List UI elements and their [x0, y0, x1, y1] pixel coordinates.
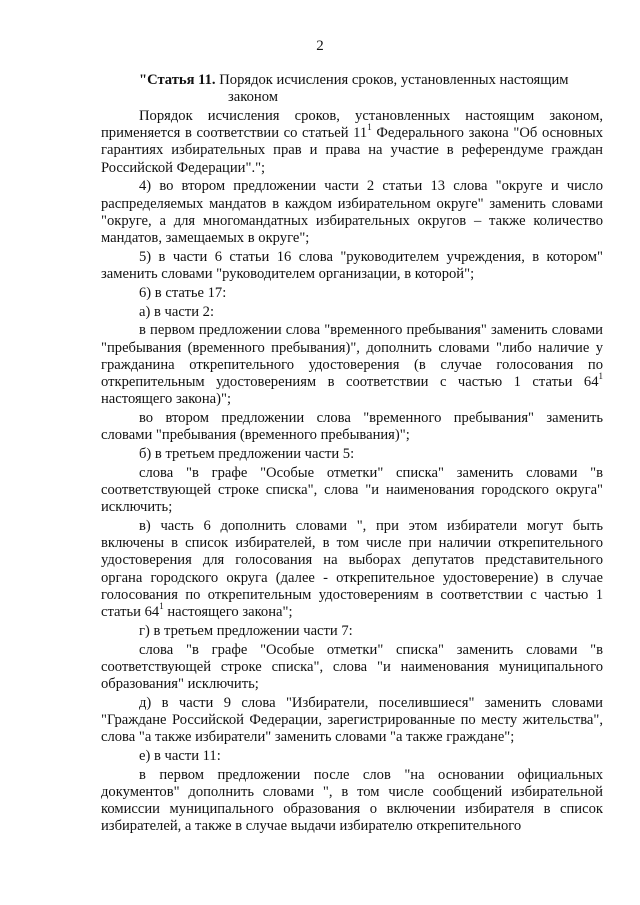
- paragraph-1: [101, 108, 603, 177]
- paragraph-7: во втором предложении слова "временного пребывания" заменить словами "пребывания (временного пребывания)";: [101, 410, 603, 444]
- paragraph-14: е) в части 11:: [139, 748, 221, 765]
- paragraph-3: 5) в части 6 статьи 16 слова "руководителем учреждения, в котором" заменить словами "руководителем организации, в которой";: [101, 248, 603, 283]
- paragraph-4: 6) в статье 17:: [139, 284, 227, 301]
- document-body: [101, 72, 603, 837]
- paragraph-1-text-b: Федерального закона "Об основных гарантиях избирательных прав и права на участие в референдуме граждан Российской Федерации".";: [101, 125, 604, 176]
- paragraph-11: г) в третьем предложении части 7:: [139, 622, 353, 639]
- paragraph-10-superscript: 1: [159, 601, 164, 612]
- paragraph-6-text-a: в первом предложении слова "временного пребывания" заменить словами "пребывания (временного пребывания)", дополнить словами "либо наличие у гражданина открепительного удостоверения (в случае голосования по открепительным удостоверениям в соответствии с частью 1 статьи 64: [101, 322, 603, 391]
- paragraph-8: б) в третьем предложении части 5:: [139, 446, 355, 463]
- article-heading-line2: законом: [228, 89, 278, 106]
- paragraph-6: [101, 322, 603, 408]
- paragraph-1-text-a: Порядок исчисления сроков, установленных настоящим законом, применяется в соответствии со статьей 11: [101, 108, 603, 142]
- paragraph-9: слова "в графе "Особые отметки" списка" заменить словами "в соответствующей строке списка", слова "и наименования городского округа" исключить;: [101, 464, 603, 516]
- article-heading: [101, 72, 603, 106]
- paragraph-10-text-a: в) часть 6 дополнить словами ", при этом избиратели могут быть включены в список избирателей, в том числе при наличии открепительного удостоверения для голосования на выборах депутатов представительного органа городского округа (далее - открепительное удостоверение) в случае голосования по открепительным удостоверениям в соответствии с частью 1 статьи 64: [101, 518, 603, 621]
- paragraph-12: слова "в графе "Особые отметки" списка" заменить словами "в соответствующей строке списка", слова "и наименования муниципального образования" исключить;: [101, 641, 603, 693]
- paragraph-1-superscript: 1: [367, 122, 372, 133]
- paragraph-5: а) в части 2:: [139, 303, 215, 320]
- paragraph-6-text-b: настоящего закона)";: [101, 391, 232, 408]
- paragraph-6-superscript: 1: [598, 371, 603, 382]
- paragraph-13: д) в части 9 слова "Избиратели, поселившиеся" заменить словами "Граждане Российской Федерации, зарегистрированные по месту жительства", слова "а также избиратели" заменить словами "а также граждане";: [101, 694, 603, 746]
- article-heading-bold: "Статья 11.: [139, 72, 216, 88]
- paragraph-10-text-b: настоящего закона";: [163, 604, 293, 621]
- article-heading-text: Порядок исчисления сроков, установленных настоящим: [215, 72, 569, 88]
- paragraph-10: [101, 518, 603, 621]
- page-number: 2: [316, 38, 324, 54]
- paragraph-15: в первом предложении после слов "на основании официальных документов" дополнить словами ", в том числе сообщений избирательной комиссии муниципального образования о включении избирателя в список избирателей, а также в случае выдачи избирателю открепительного: [101, 766, 603, 835]
- paragraph-2: 4) во втором предложении части 2 статьи 13 слова "округе и число распределяемых мандатов в каждом избирательном округе" заменить словами "округе, а для многомандатных избирательных округов – также количество мандатов, замещаемых в округе";: [101, 178, 603, 247]
